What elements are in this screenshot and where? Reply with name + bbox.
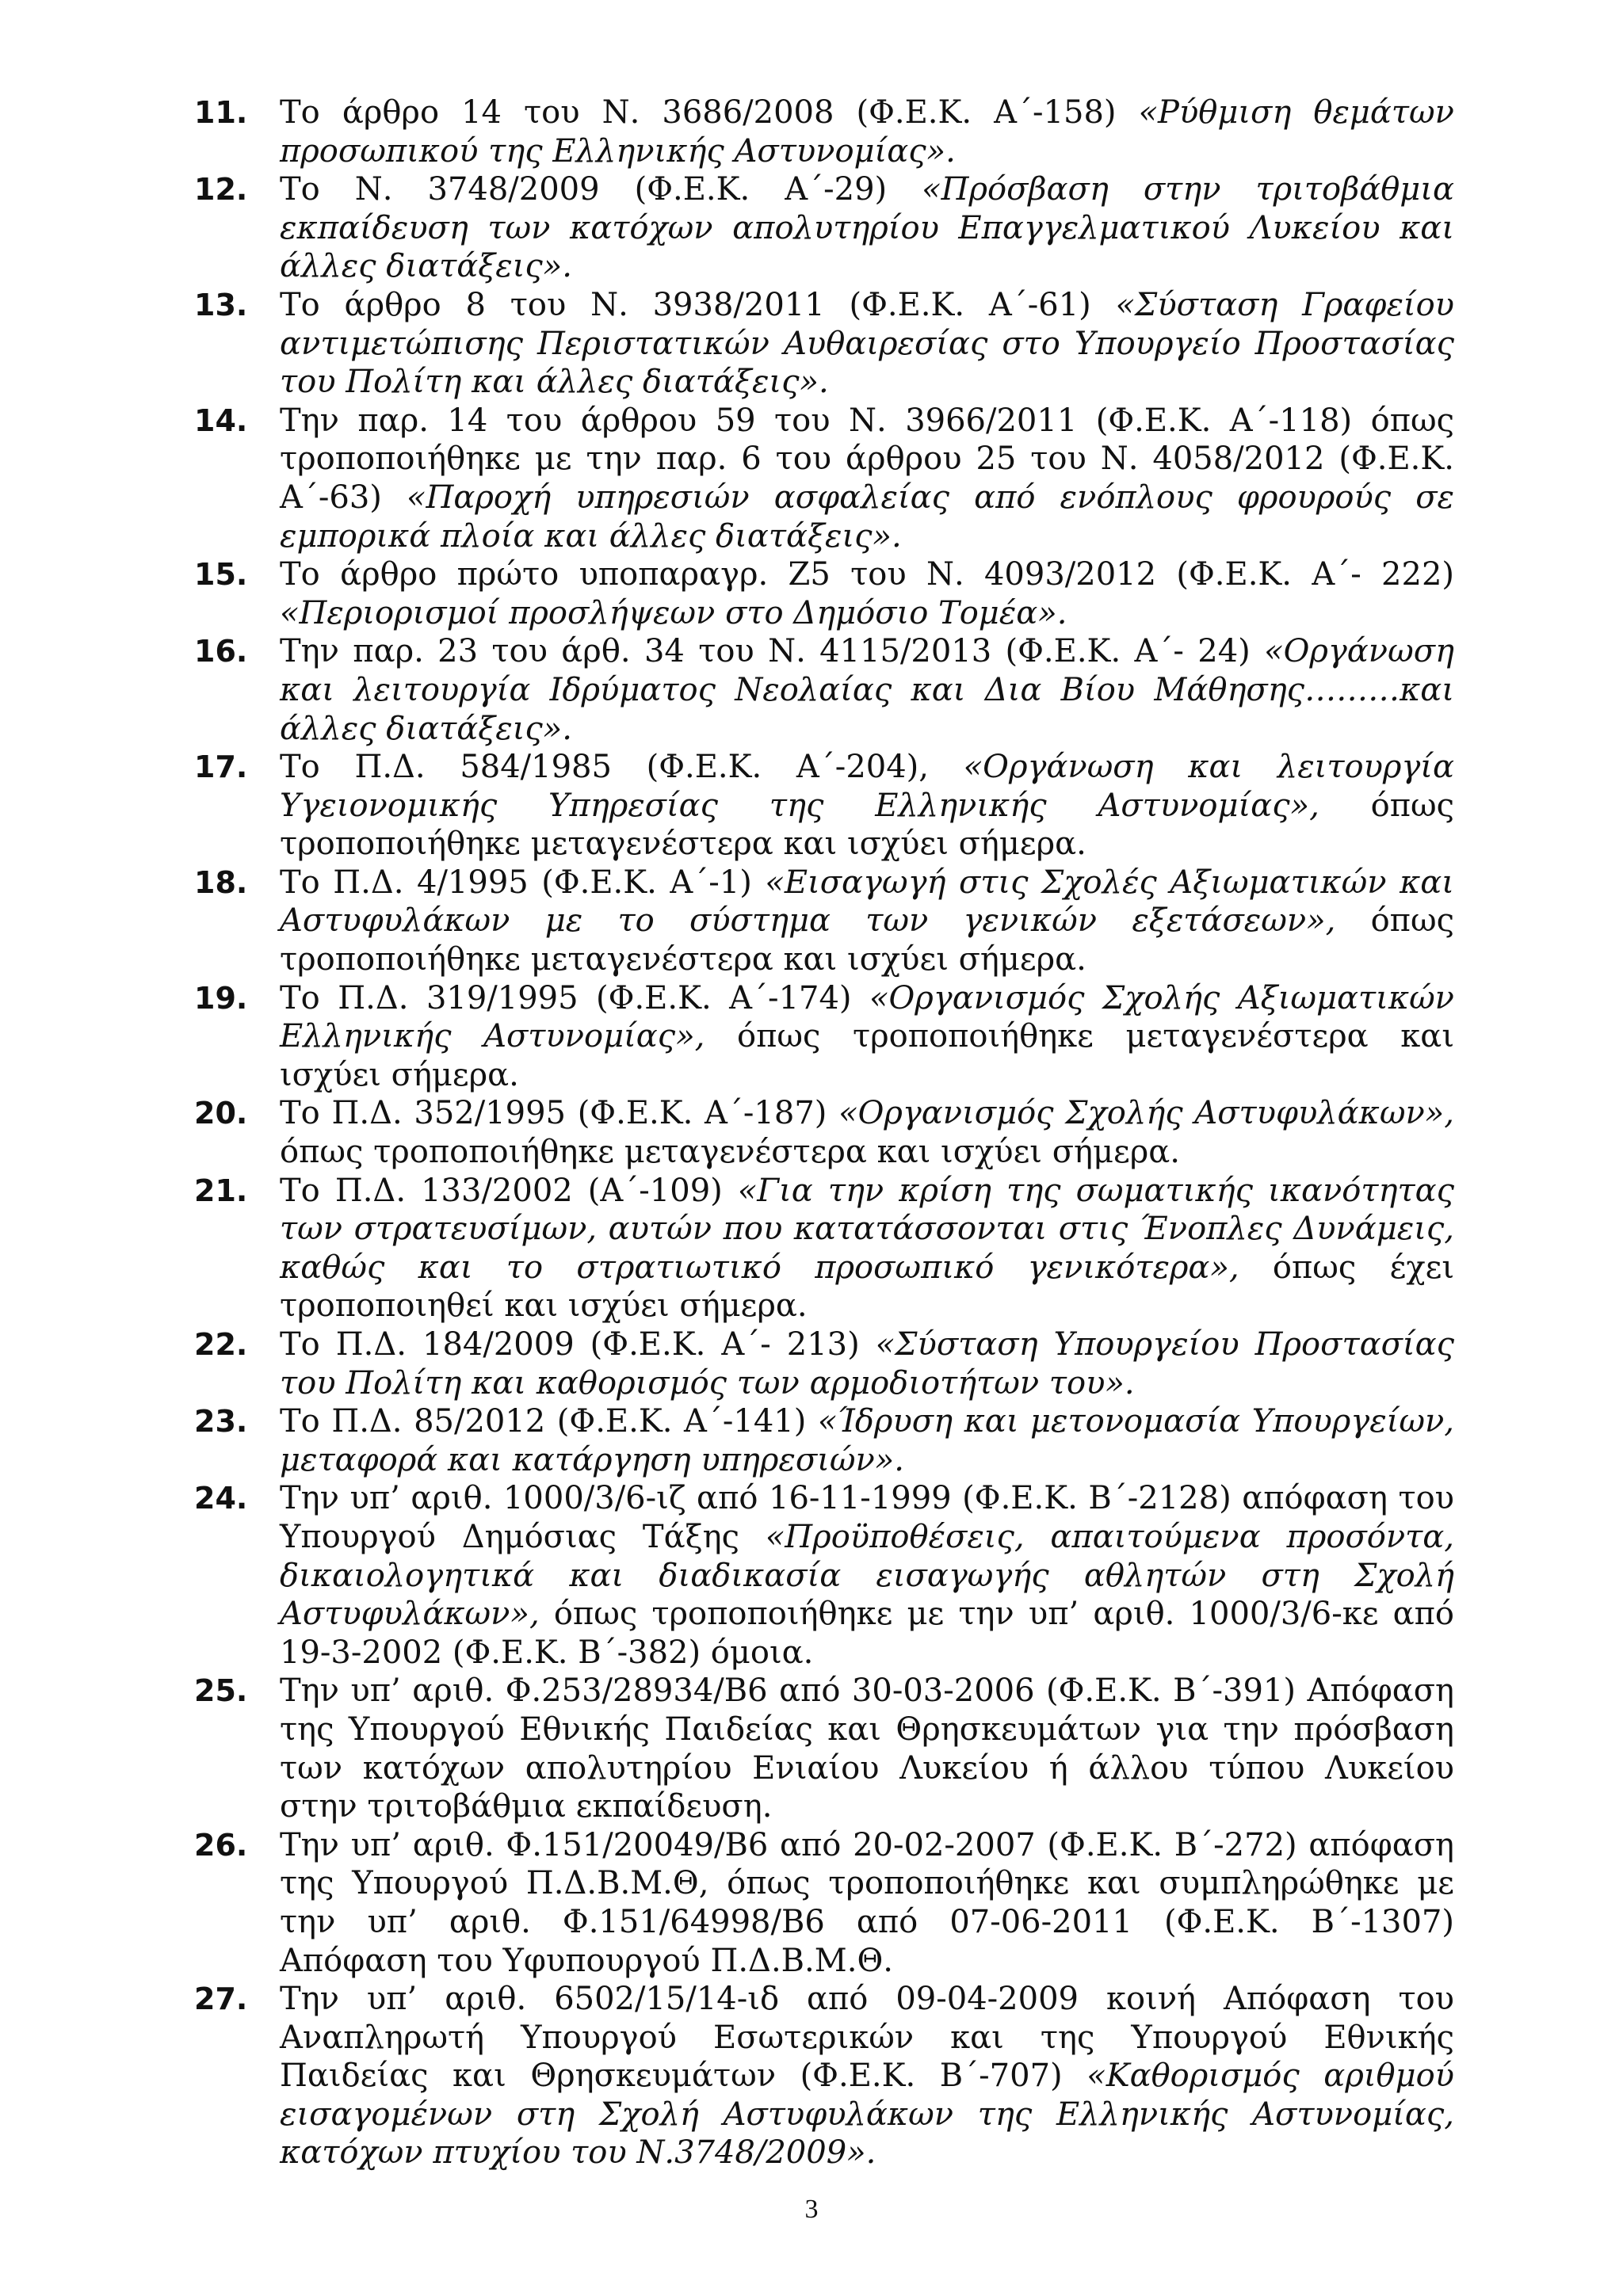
item-text bbox=[280, 979, 1454, 1095]
list-item bbox=[194, 1980, 1454, 2172]
item-number: 21. bbox=[194, 1173, 248, 1208]
italic-title-text: «Οργάνωση και λειτουργία Υγειονομικής Υπηρεσίας της Ελληνικής Αστυνομίας», bbox=[280, 749, 1454, 824]
italic-title-text: «Οργανισμός Σχολής Αστυφυλάκων», bbox=[838, 1095, 1454, 1132]
list-item bbox=[194, 748, 1454, 864]
list-item bbox=[194, 1094, 1454, 1171]
item-number: 25. bbox=[194, 1673, 248, 1709]
italic-title-text: «Καθορισμός αριθμού εισαγομένων στη Σχολή Αστυφυλάκων της Ελληνικής Αστυνομίας, κατόχων πτυχίου του Ν.3748/2009». bbox=[280, 2058, 1454, 2172]
italic-title-text: «Πρόσβαση στην τριτοβάθμια εκπαίδευση των κατόχων απολυτηρίου Επαγγελματικού Λυκείου και άλλες διατάξεις». bbox=[280, 171, 1454, 285]
reference-text: Την υπ’ αριθ. Φ.151/20049/Β6 από 20-02-2007 (Φ.Ε.Κ. Β΄-272) απόφαση της Υπουργού Π.Δ.Β.Μ.Θ, όπως τροποποιήθηκε και συμπληρώθηκε με την υπ’ αριθ. Φ.151/64998/Β6 από 07-06-2011 (Φ.Ε.Κ. Β΄-1307) Απόφαση του Υφυπουργού Π.Δ.Β.Μ.Θ. bbox=[280, 1826, 1454, 1979]
list-item bbox=[194, 1826, 1454, 1980]
list-item bbox=[194, 93, 1454, 170]
reference-text: όπως τροποποιήθηκε μεταγενέστερα και ισχύει σήμερα. bbox=[280, 787, 1454, 863]
italic-title-text: «Προϋποθέσεις, απαιτούμενα προσόντα, δικαιολογητικά και διαδικασία εισαγωγής αθλητών στη Σχολή Αστυφυλάκων», bbox=[280, 1518, 1454, 1633]
page-number: 3 bbox=[804, 2195, 819, 2224]
item-text bbox=[280, 748, 1454, 864]
list-item bbox=[194, 286, 1454, 402]
list-item bbox=[194, 555, 1454, 632]
italic-title-text: «Παροχή υπηρεσιών ασφαλείας από ενόπλους φρουρούς σε εμπορικά πλοία και άλλες διατάξεις». bbox=[280, 479, 1455, 555]
item-text bbox=[280, 1980, 1454, 2172]
reference-text: Το Π.Δ. 85/2012 (Φ.Ε.Κ. Α΄-141) bbox=[280, 1403, 818, 1440]
reference-text: Το άρθρο 14 του Ν. 3686/2008 (Φ.Ε.Κ. Α΄-158) bbox=[280, 94, 1139, 131]
list-item bbox=[194, 632, 1454, 748]
item-text bbox=[280, 1172, 1454, 1325]
item-text bbox=[280, 1402, 1454, 1479]
reference-text: Την παρ. 14 του άρθρου 59 του Ν. 3966/2011 (Φ.Ε.Κ. Α΄-118) όπως τροποποιήθηκε με την παρ. 6 του άρθρου 25 του Ν. 4058/2012 (Φ.Ε.Κ. Α΄-63) bbox=[280, 402, 1454, 516]
reference-text: Την υπ’ αριθ. 6502/15/14-ιδ από 09-04-2009 κοινή Απόφαση του Αναπληρωτή Υπουργού Εσωτερικών και της Υπουργού Εθνικής Παιδείας και Θρησκευμάτων (Φ.Ε.Κ. Β΄-707) bbox=[280, 1981, 1454, 2095]
list-item bbox=[194, 864, 1454, 979]
list-item bbox=[194, 1672, 1454, 1825]
reference-text: Το άρθρο 8 του Ν. 3938/2011 (Φ.Ε.Κ. Α΄-61) bbox=[280, 286, 1116, 323]
list-item bbox=[194, 1479, 1454, 1672]
list-item bbox=[194, 1402, 1454, 1479]
reference-text: Το Π.Δ. 584/1985 (Φ.Ε.Κ. Α΄-204), bbox=[280, 749, 964, 786]
item-number: 12. bbox=[194, 172, 248, 208]
item-text bbox=[280, 1672, 1454, 1825]
item-text bbox=[280, 93, 1454, 170]
reference-text: Το Π.Δ. 133/2002 (Α΄-109) bbox=[280, 1172, 738, 1209]
italic-title-text: «Για την κρίση της σωματικής ικανότητας των στρατευσίμων, αυτών που κατατάσσονται στις Ένοπλες Δυνάμεις, καθώς και το στρατιωτικό προσωπικό γενικότερα», bbox=[280, 1172, 1455, 1286]
item-number: 16. bbox=[194, 634, 248, 669]
item-number: 19. bbox=[194, 980, 248, 1016]
list-item bbox=[194, 1325, 1454, 1402]
item-number: 24. bbox=[194, 1481, 248, 1516]
item-number: 14. bbox=[194, 402, 248, 438]
italic-title-text: «Οργανισμός Σχολής Αξιωματικών Ελληνικής Αστυνομίας», bbox=[280, 979, 1455, 1055]
item-number: 23. bbox=[194, 1404, 248, 1440]
item-text bbox=[280, 402, 1454, 555]
list-item bbox=[194, 170, 1454, 286]
item-number: 20. bbox=[194, 1096, 248, 1131]
reference-text: όπως έχει τροποποιηθεί και ισχύει σήμερα. bbox=[280, 1249, 1454, 1325]
item-number: 13. bbox=[194, 287, 248, 322]
reference-text: Το άρθρο πρώτο υποπαραγρ. Ζ5 του Ν. 4093/2012 (Φ.Ε.Κ. Α΄- 222) bbox=[280, 556, 1454, 593]
italic-title-text: «Εισαγωγή στις Σχολές Αξιωματικών και Αστυφυλάκων με το σύστημα των γενικών εξετάσεων», bbox=[280, 864, 1454, 940]
italic-title-text: «Περιορισμοί προσλήψεων στο Δημόσιο Τομέα». bbox=[280, 594, 1067, 631]
reference-text: όπως τροποποιήθηκε με την υπ’ αριθ. 1000/3/6-κε από 19-3-2002 (Φ.Ε.Κ. Β΄-382) όμοια. bbox=[280, 1596, 1454, 1671]
reference-text: όπως τροποποιήθηκε μεταγενέστερα και ισχύει σήμερα. bbox=[280, 1018, 1454, 1093]
item-number: 26. bbox=[194, 1827, 248, 1863]
item-number: 18. bbox=[194, 864, 248, 900]
item-text bbox=[280, 1325, 1454, 1402]
item-text bbox=[280, 632, 1454, 748]
item-number: 27. bbox=[194, 1981, 248, 2017]
reference-text: Το Π.Δ. 184/2009 (Φ.Ε.Κ. Α΄- 213) bbox=[280, 1326, 876, 1363]
item-text bbox=[280, 1094, 1454, 1171]
list-item bbox=[194, 1172, 1454, 1325]
reference-text: όπως τροποποιήθηκε μεταγενέστερα και ισχύει σήμερα. bbox=[280, 902, 1454, 978]
item-number: 15. bbox=[194, 557, 248, 593]
reference-text: Το Π.Δ. 352/1995 (Φ.Ε.Κ. Α΄-187) bbox=[280, 1095, 839, 1132]
italic-title-text: «Ρύθμιση θεμάτων προσωπικού της Ελληνικής Αστυνομίας». bbox=[280, 94, 1454, 170]
list-item bbox=[194, 402, 1454, 555]
reference-text: όπως τροποποιήθηκε μεταγενέστερα και ισχύει σήμερα. bbox=[280, 1134, 1180, 1171]
item-text bbox=[280, 1479, 1454, 1672]
item-text bbox=[280, 1826, 1454, 1980]
reference-text: Το Π.Δ. 319/1995 (Φ.Ε.Κ. Α΄-174) bbox=[280, 979, 870, 1016]
item-text bbox=[280, 864, 1454, 979]
item-text bbox=[280, 555, 1454, 632]
item-text bbox=[280, 170, 1454, 286]
italic-title-text: «Ίδρυση και μετονομασία Υπουργείων, μεταφορά και κατάργηση υπηρεσιών». bbox=[280, 1403, 1455, 1478]
italic-title-text: «Οργάνωση και λειτουργία Ιδρύματος Νεολαίας και Δια Βίου Μάθησης………και άλλες διατάξεις». bbox=[280, 633, 1454, 747]
reference-text: Την υπ’ αριθ. 1000/3/6-ιζ από 16-11-1999 (Φ.Ε.Κ. Β΄-2128) απόφαση του Υπουργού Δημόσιας Τάξης bbox=[280, 1480, 1454, 1555]
item-number: 11. bbox=[194, 95, 248, 130]
reference-text: Το Ν. 3748/2009 (Φ.Ε.Κ. Α΄-29) bbox=[280, 171, 922, 208]
reference-text: Την παρ. 23 του άρθ. 34 του Ν. 4115/2013 (Φ.Ε.Κ. Α΄- 24) bbox=[280, 633, 1265, 670]
list-item bbox=[194, 979, 1454, 1095]
item-number: 22. bbox=[194, 1327, 248, 1362]
item-number: 17. bbox=[194, 749, 248, 785]
italic-title-text: «Σύσταση Υπουργείου Προστασίας του Πολίτη και καθορισμός των αρμοδιοτήτων του». bbox=[280, 1326, 1454, 1402]
legal-references-list bbox=[194, 93, 1454, 2172]
italic-title-text: «Σύσταση Γραφείου αντιμετώπισης Περιστατικών Αυθαιρεσίας στο Υπουργείο Προστασίας του Πολίτη και άλλες διατάξεις». bbox=[280, 286, 1454, 401]
reference-text: Το Π.Δ. 4/1995 (Φ.Ε.Κ. Α΄-1) bbox=[280, 864, 766, 901]
item-text bbox=[280, 286, 1454, 402]
reference-text: Την υπ’ αριθ. Φ.253/28934/Β6 από 30-03-2006 (Φ.Ε.Κ. Β΄-391) Απόφαση της Υπουργού Εθνικής Παιδείας και Θρησκευμάτων για την πρόσβαση των κατόχων απολυτηρίου Ενιαίου Λυκείου ή άλλου τύπου Λυκείου στην τριτοβάθμια εκπαίδευση. bbox=[280, 1672, 1454, 1825]
